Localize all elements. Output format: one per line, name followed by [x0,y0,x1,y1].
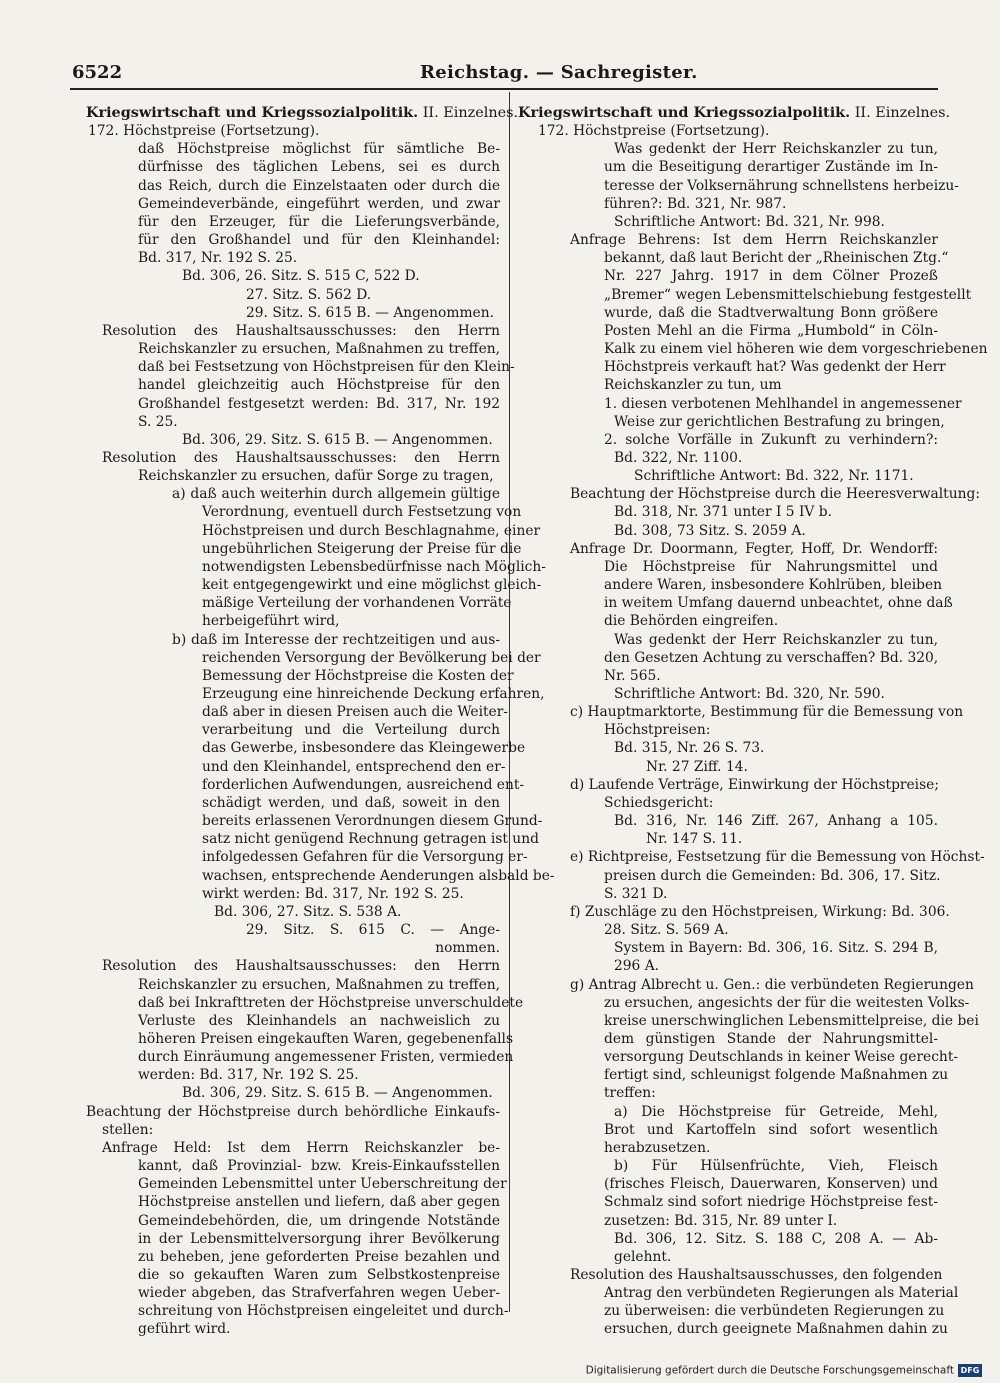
text-line: Resolution des Haushaltsausschusses, den folgenden [570,1267,943,1283]
text-line: zu beheben, jene geforderten Preise bezahlen und [138,1248,500,1265]
text-line: d) Laufende Verträge, Einwirkung der Höchstpreise; [570,776,939,793]
text-line: die Behörden eingreifen. [604,613,779,630]
text-line: Höchstpreisen und durch Beschlagnahme, einer [202,522,541,539]
text-line: versorgung Deutschlands in keiner Weise gerecht- [604,1049,959,1066]
text-line: Resolution des Haushaltsausschusses: den Herrn [102,322,500,339]
text-line: Verluste des Kleinhandels an nachweislich zu [138,1012,500,1029]
text-line: Schriftliche Antwort: Bd. 320, Nr. 590. [614,686,885,702]
text-line: Bemessung der Höchstpreise die Kosten der [202,667,514,684]
text-line: „Bremer“ wegen Lebensmittelschiebung festgestellt [604,286,972,303]
text-line: Antrag den verbündeten Regierungen als Material [604,1285,959,1302]
left-column [86,104,555,1339]
text-line: dem günstigen Stande der Nahrungsmittel- [604,1030,938,1047]
text-line: f) Zuschläge zu den Höchstpreisen, Wirkung: Bd. 306. [570,903,950,920]
text-line: 2. solche Vorfälle in Zukunft zu verhindern?: [604,431,938,448]
text-line: geführt wird. [138,1321,231,1338]
text-line: Bd. 315, Nr. 26 S. 73. [614,740,765,757]
text-line: zusetzen: Bd. 315, Nr. 89 unter I. [604,1212,838,1229]
text-line: a) daß auch weiterhin durch allgemein gültige [172,486,500,503]
text-line: in weitem Umfang dauernd unbeachtet, ohne daß [604,595,953,612]
text-line: Resolution des Haushaltsausschusses: den Herrn [102,449,500,466]
text-line: für den Erzeuger, für die Lieferungsverbände, [138,213,500,230]
text-line: Bd. 306, 29. Sitz. S. 615 B. — Angenommen. [182,1085,493,1102]
text-line: Reichskanzler zu ersuchen, dafür Sorge zu tragen, [138,468,494,485]
text-line: stellen: [102,1121,154,1138]
text-line: wurde, daß die Stadtverwaltung Bonn größere [604,304,938,321]
left-section-heading [86,104,519,122]
left-heading-part: II. Einzelnes. [418,105,519,121]
text-line: c) Hauptmarktorte, Bestimmung für die Bemessung von [570,704,964,721]
text-line: bekannt, daß laut Bericht der „Rheinischen Ztg.“ [604,250,949,267]
text-line: dürfnisse des täglichen Lebens, sei es durch [138,159,500,176]
text-line: Schmalz sind sofort niedrige Höchstpreise fest- [604,1194,938,1211]
text-line: höheren Preisen eingekauften Waren, gegebenenfalls [138,1030,514,1047]
right-heading-title: Kriegswirtschaft und Kriegssozialpolitik. [518,104,851,121]
text-line: gelehnt. [614,1248,672,1265]
text-line: Was gedenkt der Herr Reichskanzler zu tun, [614,141,938,158]
text-line: ungebührlichen Steigerung der Preise für die [202,540,522,557]
left-heading-title: Kriegswirtschaft und Kriegssozialpolitik. [86,104,419,121]
dfg-logo: DFG [958,1364,982,1377]
text-line: bereits erlassenen Verordnungen diesem Grund- [202,813,543,830]
text-line: für den Großhandel und für den Kleinhandel: [138,232,500,249]
text-line: Anfrage Behrens: Ist dem Herrn Reichskanzler [570,232,938,249]
text-line: 296 A. [614,958,660,975]
text-line: 1. diesen verbotenen Mehlhandel in angemessener [604,395,962,412]
text-line: Bd. 318, Nr. 371 unter I 5 IV b. [614,504,832,521]
text-line: durch Einräumung angemessener Fristen, vermieden [138,1049,514,1066]
text-line: führen?: Bd. 321, Nr. 987. [604,195,787,212]
text-line: kannt, daß Provinzial- bzw. Kreis-Einkaufsstellen [138,1158,500,1175]
text-line: Beachtung der Höchstpreise durch die Heeresverwaltung: [570,486,980,503]
text-line: herbeigeführt wird, [202,613,340,630]
text-line: schreitung von Höchstpreisen eingeleitet und durch- [138,1303,509,1320]
text-line: infolgedessen Gefahren für die Versorgung er- [202,849,528,866]
text-line: preisen durch die Gemeinden: Bd. 306, 17. Sitz. [604,867,941,884]
text-line: b) Für Hülsenfrüchte, Vieh, Fleisch [614,1158,938,1175]
text-line: Großhandel festgesetzt werden: Bd. 317, Nr. 192 [138,395,500,412]
text-line: teresse der Volksernährung schnellstens herbeizu- [604,177,959,194]
right-subheading: 172. Höchstpreise (Fortsetzung). [538,123,770,140]
text-line: das Gewerbe, insbesondere das Kleingewerbe [202,740,526,757]
text-line: satz nicht genügend Rechnung getragen ist und [202,831,539,848]
running-header: Reichstag. — Sachregister. [420,62,698,83]
left-entries [86,140,555,1338]
text-line: verarbeitung und die Verteilung durch [202,722,500,739]
text-line: schädigt werden, und daß, soweit in den [202,794,500,811]
text-line: Bd. 306, 12. Sitz. S. 188 C, 208 A. — Ab- [614,1230,938,1247]
text-line: notwendigsten Lebensbedürfnisse nach Möglich- [202,558,546,575]
text-line: Anfrage Dr. Doormann, Fegter, Hoff, Dr. Wendorff: [570,540,938,557]
text-line: Verordnung, eventuell durch Festsetzung von [202,504,522,521]
text-line: Was gedenkt der Herr Reichskanzler zu tun, [614,631,938,648]
left-subheading: 172. Höchstpreise (Fortsetzung). [88,123,320,140]
header-rule [70,88,938,90]
text-line: um die Beseitigung derartiger Zustände im In- [604,159,938,176]
text-line: Bd. 306, 29. Sitz. S. 615 B. — Angenommen. [182,431,493,448]
text-line: Resolution des Haushaltsausschusses: den Herrn [102,958,500,975]
text-line: Reichskanzler zu ersuchen, Maßnahmen zu treffen, [138,976,500,993]
text-line: daß bei Inkrafttreten der Höchstpreise unverschuldete [138,994,524,1011]
text-line: Schiedsgericht: [604,794,714,811]
text-line: Höchstpreise anstellen und liefern, daß aber gegen [138,1194,500,1211]
text-line: Schriftliche Antwort: Bd. 322, Nr. 1171. [634,468,914,485]
text-line: 28. Sitz. S. 569 A. [604,922,729,939]
text-line: ersuchen, durch geeignete Maßnahmen dahin zu [604,1321,948,1338]
text-line: (frisches Fleisch, Dauerwaren, Konserven) und [604,1176,938,1193]
text-line: Kalk zu einem viel höheren wie dem vorgeschriebenen [604,341,988,358]
text-line: Höchstpreis verkauft hat? Was gedenkt der Herr [604,359,946,376]
text-line: Gemeindebehörden, die, um dringende Notstände [138,1212,500,1229]
text-line: Reichskanzler zu tun, um [604,377,782,394]
text-line: Höchstpreisen: [604,722,711,739]
right-section-heading [518,104,951,122]
text-line: wachsen, entsprechende Aenderungen alsbald be- [202,867,555,884]
text-line: daß Höchstpreise möglichst für sämtliche Be- [138,141,500,158]
text-line: Bd. 308, 73 Sitz. S. 2059 A. [614,522,806,539]
text-line: System in Bayern: Bd. 306, 16. Sitz. S. 294 B, [614,940,938,957]
text-line: die so gekauften Waren zum Selbstkostenpreise [138,1267,500,1283]
text-line: daß aber in diesen Preisen auch die Weiter- [202,704,508,721]
text-line: Posten Mehl an die Firma „Humbold“ in Cöln- [604,322,938,339]
text-line: Bd. 317, Nr. 192 S. 25. [138,250,298,267]
text-line: treffen: [604,1085,656,1102]
text-line: das Reich, durch die Einzelstaaten oder durch die [138,177,500,194]
text-line: S. 25. [138,413,178,430]
text-line: nommen. [435,940,500,957]
text-line: Schriftliche Antwort: Bd. 321, Nr. 998. [614,213,885,230]
text-line: herabzusetzen. [604,1139,711,1156]
text-line: zu ersuchen, angesichts der für die weitesten Volks- [604,994,970,1011]
text-line: wirkt werden: Bd. 317, Nr. 192 S. 25. [202,885,464,902]
text-line: daß bei Festsetzung von Höchstpreisen für den Klein- [138,359,515,376]
text-line: Brot und Kartoffeln sind sofort wesentlich [604,1121,938,1138]
right-heading-part: II. Einzelnes. [850,105,951,121]
text-line: fertigt sind, schleunigst folgende Maßnahmen zu [604,1067,949,1084]
right-column [518,104,988,1339]
text-line: Bd. 316, Nr. 146 Ziff. 267, Anhang a 105. [614,813,938,830]
page-number: 6522 [72,62,123,83]
text-line: Erzeugung eine hinreichende Deckung erfahren, [202,686,545,702]
text-line: den Gesetzen Achtung zu verschaffen? Bd. 320, [604,649,939,666]
text-line: Nr. 147 S. 11. [646,831,743,848]
text-line: Bd. 306, 26. Sitz. S. 515 C, 522 D. [182,268,420,285]
text-line: reichenden Versorgung der Bevölkerung bei der [202,649,541,666]
footer-text: Digitalisierung gefördert durch die Deutsche Forschungsgemeinschaft [585,1364,954,1377]
text-line: S. 321 D. [604,885,668,902]
text-line: forderlichen Aufwendungen, ausreichend ent- [202,776,525,793]
text-line: und den Kleinhandel, entsprechend den er- [202,758,506,775]
text-line: keit entgegengewirkt und eine möglichst gleich- [202,577,542,594]
text-line: wieder abgeben, das Strafverfahren wegen Ueber- [138,1285,500,1302]
text-line: Die Höchstpreise für Nahrungsmittel und [604,558,938,575]
text-line: Reichskanzler zu ersuchen, Maßnahmen zu treffen, [138,341,500,358]
text-line: Anfrage Held: Ist dem Herrn Reichskanzler be- [102,1139,500,1156]
text-line: b) daß im Interesse der rechtzeitigen und aus- [172,631,500,648]
text-line: andere Waren, insbesondere Kohlrüben, bleiben [604,577,943,594]
text-line: 29. Sitz. S. 615 B. — Angenommen. [246,304,494,321]
text-line: 27. Sitz. S. 562 D. [246,286,372,303]
text-line: handel gleichzeitig auch Höchstpreise für den [138,377,500,394]
text-line: Nr. 227 Jahrg. 1917 in dem Cölner Prozeß [604,268,938,285]
text-line: mäßige Verteilung der vorhandenen Vorräte [202,595,512,612]
text-line: a) Die Höchstpreise für Getreide, Mehl, [614,1103,938,1120]
text-line: Bd. 306, 27. Sitz. S. 538 A. [214,903,402,920]
right-entries [518,140,988,1338]
text-line: Bd. 322, Nr. 1100. [614,449,743,466]
text-line: g) Antrag Albrecht u. Gen.: die verbündeten Regierungen [570,976,974,993]
text-line: e) Richtpreise, Festsetzung für die Bemessung von Höchst- [570,849,985,866]
text-line: Weise zur gerichtlichen Bestrafung zu bringen, [614,413,945,430]
text-line: Gemeinden Lebensmittel unter Ueberschreitung der [138,1176,507,1193]
text-line: Gemeindeverbände, eingeführt werden, und zwar [138,195,500,212]
text-line: 29. Sitz. S. 615 C. — Ange- [246,922,500,939]
text-line: zu überweisen: die verbündeten Regierungen zu [604,1303,945,1320]
funding-footer [586,1364,982,1377]
text-line: Beachtung der Höchstpreise durch behördliche Einkaufs- [86,1103,500,1120]
text-line: in der Lebensmittelversorgung ihrer Bevölkerung [138,1230,500,1247]
text-line: Nr. 565. [604,667,661,684]
text-line: werden: Bd. 317, Nr. 192 S. 25. [138,1067,359,1084]
text-line: Nr. 27 Ziff. 14. [646,758,748,775]
text-line: kreise unerschwinglichen Lebensmittelpreise, die bei [604,1012,979,1029]
